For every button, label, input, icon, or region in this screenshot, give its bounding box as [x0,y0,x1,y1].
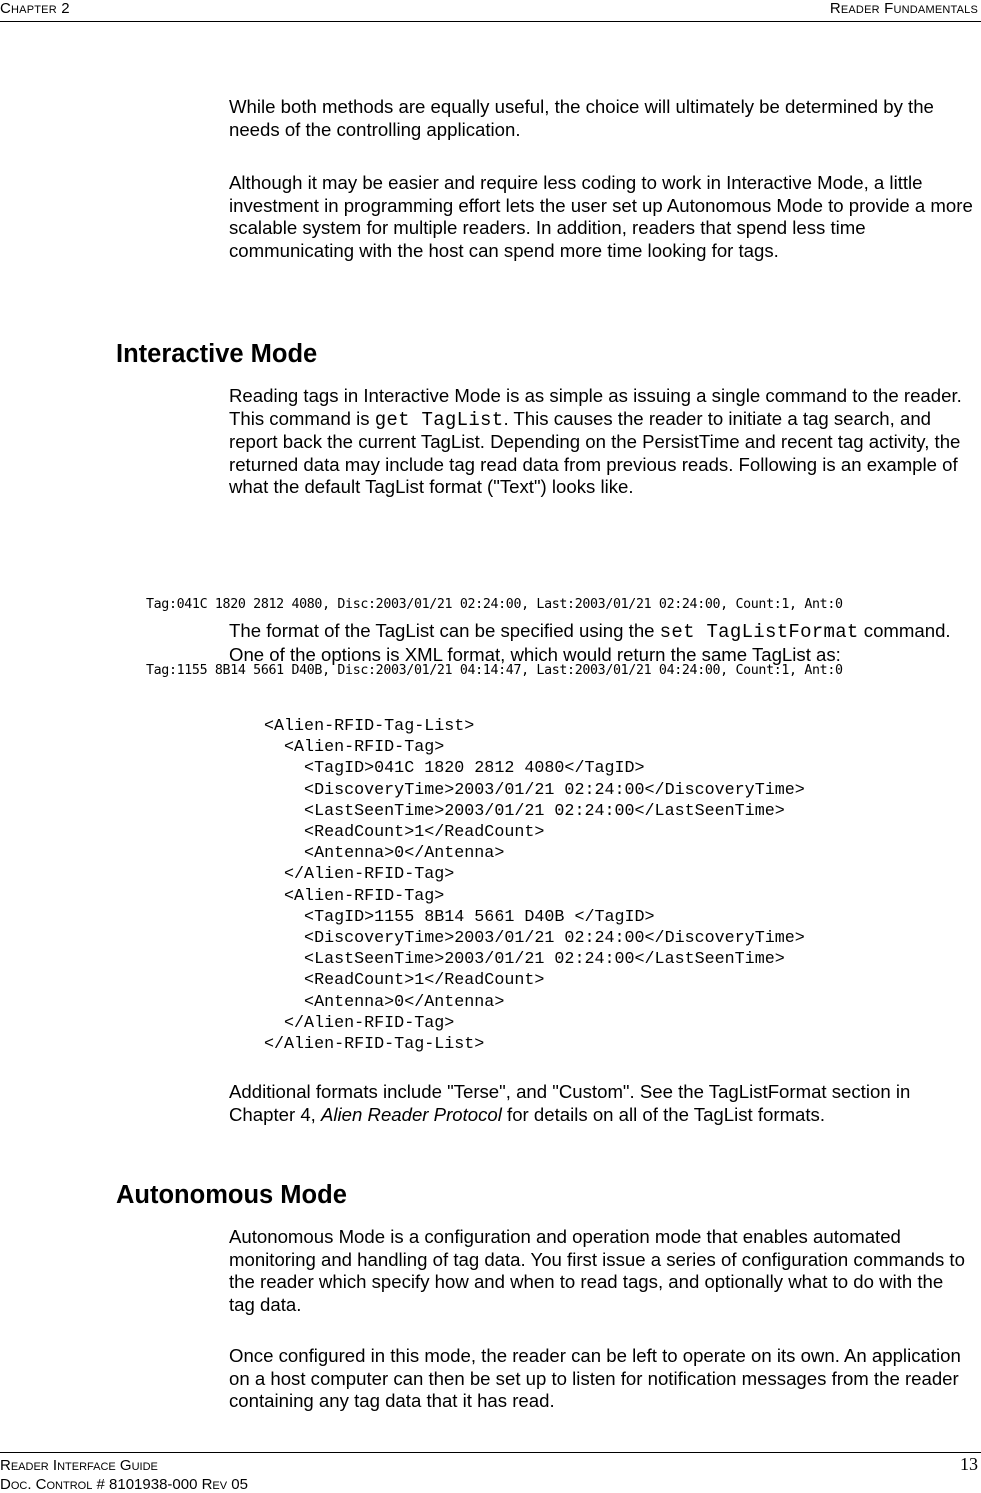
intro-paragraph-2: Although it may be easier and require less coding to work in Interactive Mode, a little investment in programming effort lets the user set up Autonomous Mode to provide a more scalable system for multiple readers. In addition, readers that spend less time communicating with the host can spend more time looking for tags. [229,172,973,261]
set-taglistformat-command: set TagListFormat [659,621,859,643]
xml-taglist-example: <Alien-RFID-Tag-List> <Alien-RFID-Tag> <TagID>041C 1820 2812 4080</TagID> <DiscoveryTime>2003/01/21 02:24:00</DiscoveryTime> <LastSeenTime>2003/01/21 02:24:00</LastSeenTime> <ReadCount>1</ReadCount> <Antenna>0</Antenna> </Alien-RFID-Tag> <Alien-RFID-Tag> <TagID>1155 8B14 5661 D40B </TagID> <DiscoveryTime>2003/01/21 02:24:00</DiscoveryTime> <LastSeenTime>2003/01/21 02:24:00</LastSeenTime> <ReadCount>1</ReadCount> <Antenna>0</Antenna> </Alien-RFID-Tag> </Alien-RFID-Tag-List> [264,717,805,1055]
chapter-label: Chapter 2 [0,0,70,17]
interactive-paragraph-2-text-b: command. One of the options is XML format, which would return the same TagList as: [229,620,951,665]
intro-paragraph-1: While both methods are equally useful, the choice will ultimately be determined by the needs of the controlling application. [229,96,934,140]
page-header [0,0,981,22]
get-taglist-command: get TagList [374,408,504,431]
interactive-paragraph-3-text-b: for details on all of the TagList formats. [501,1103,826,1125]
interactive-paragraph-1-text-b: . This causes the reader to initiate a tag search, and report back the current TagList. Depending on the PersistTime and recent tag activity, the returned data may include tag read data from previous reads. Following is an example of what the default TagList format ("Text") looks like. [229,407,961,497]
autonomous-paragraph-1: Autonomous Mode is a configuration and operation mode that enables automated monitoring and handling of tag data. You first issue a series of configuration commands to the reader which specify how and when to read tags, and optionally what to do with the tag data. [229,1226,965,1315]
tag-line: Tag:1155 8B14 5661 D40B, Disc:2003/01/21 04:14:47, Last:2003/01/21 04:24:00, Count:1, Ant:0 [146,663,843,678]
alien-reader-protocol-ref: Alien Reader Protocol [321,1103,502,1125]
interactive-mode-heading: Interactive Mode [116,340,318,368]
doc-control: Doc. Control # 8101938-000 Rev 05 [0,1476,248,1493]
interactive-paragraph-2 [229,620,974,666]
interactive-paragraph-1 [229,385,974,499]
section-label: Reader Fundamentals [829,0,978,17]
guide-title: Reader Interface Guide [0,1457,158,1474]
interactive-paragraph-2-text-a: The format of the TagList can be specified using the [229,620,660,641]
page-footer [0,1452,981,1493]
autonomous-paragraph-2: Once configured in this mode, the reader can be left to operate on its own. An application on a host computer can then be set up to listen for notification messages from the reader containing any tag data that it has read. [229,1345,961,1411]
page-number: 13 [960,1454,978,1474]
tag-line: Tag:041C 1820 2812 4080, Disc:2003/01/21 02:24:00, Last:2003/01/21 02:24:00, Count:1, Ant:0 [146,597,843,612]
interactive-paragraph-3 [229,1081,974,1126]
autonomous-mode-heading: Autonomous Mode [116,1181,347,1209]
interactive-paragraph-1-text-a: Reading tags in Interactive Mode is as simple as issuing a single command to the reader. This command is [229,385,962,429]
interactive-paragraph-3-text-a: Additional formats include "Terse", and "Custom". See the TagListFormat section in Chapter 4, [229,1081,911,1125]
